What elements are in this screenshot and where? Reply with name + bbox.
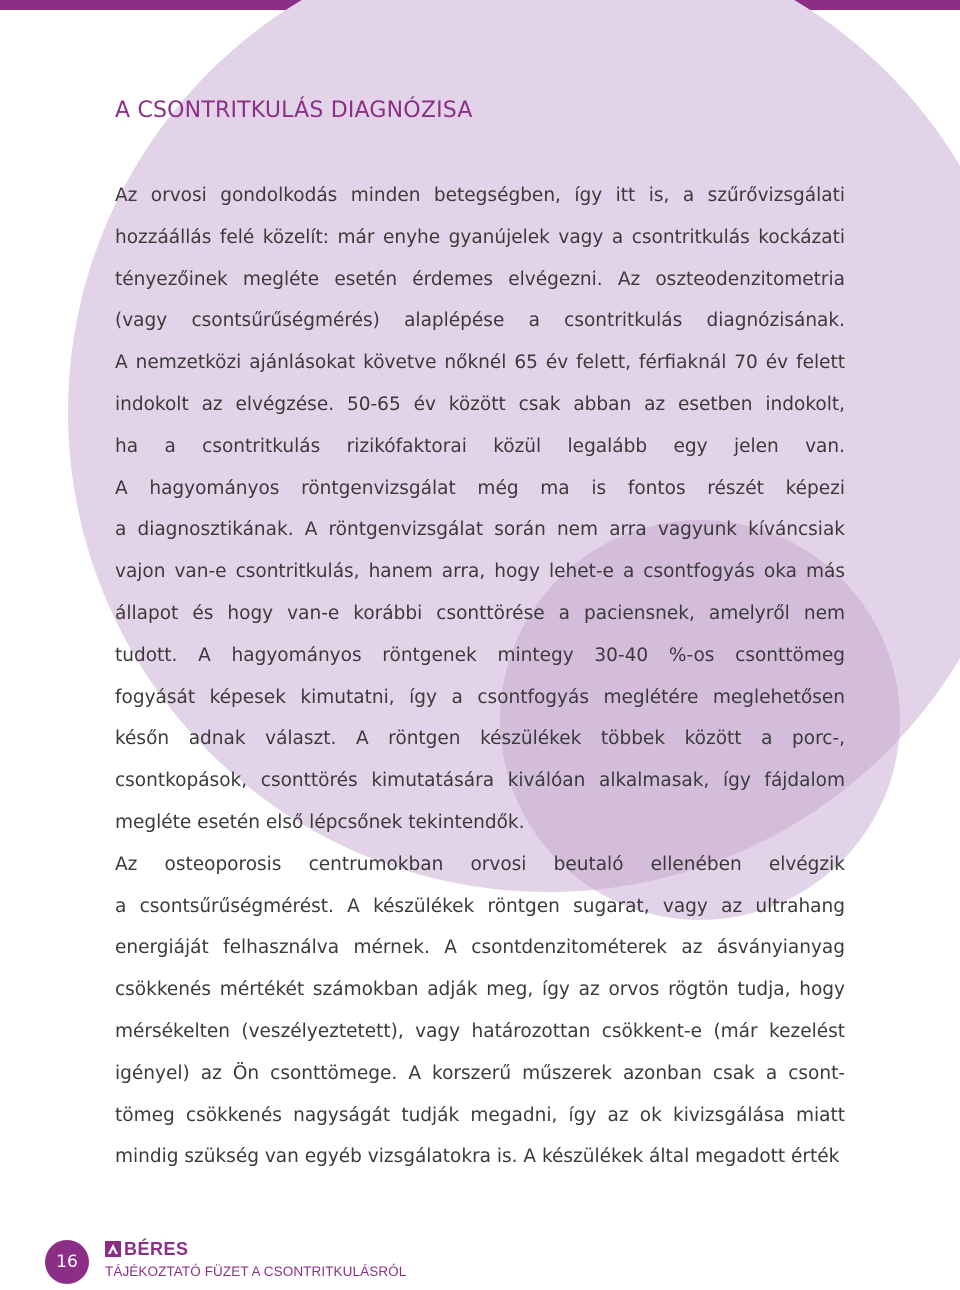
brand-logo <box>105 1240 406 1258</box>
body-line: Az osteoporosis centrumokban orvosi beutaló ellenében elvégzik <box>115 853 845 875</box>
body-paragraph <box>115 175 845 1178</box>
body-line: indokolt az elvégzése. 50-65 év között csak abban az esetben indokolt, <box>115 393 845 415</box>
body-line: mindig szükség van egyéb vizsgálatokra is. A készülékek által megadott érték <box>115 1146 840 1168</box>
body-line: A hagyományos röntgenvizsgálat még ma is fontos részét képezi <box>115 477 845 499</box>
body-line: a diagnosztikának. A röntgenvizsgálat során nem arra vagyunk kíváncsiak <box>115 519 845 541</box>
section-heading: A CSONTRITKULÁS DIAGNÓZISA <box>115 98 473 123</box>
body-line: Az orvosi gondolkodás minden betegségben, így itt is, a szűrővizsgálati <box>115 185 845 206</box>
body-line: megléte esetén első lépcsőnek tekintendők. <box>115 811 525 833</box>
body-line: a csontsűrűségmérést. A készülékek röntgen sugarat, vagy az ultrahang <box>115 895 845 917</box>
body-line: állapot és hogy van-e korábbi csonttörése a paciensnek, amelyről nem <box>115 602 845 624</box>
body-line: csontkopások, csonttörés kimutatására kiválóan alkalmasak, így fájdalom <box>115 770 845 792</box>
body-line: mérsékelten (veszélyeztetett), vagy határozottan csökkent-e (már kezelést <box>115 1020 845 1042</box>
body-line: későn adnak választ. A röntgen készülékek többek között a porc-, <box>115 728 845 750</box>
body-line: A nemzetközi ajánlásokat követve nőknél 65 év felett, férfiaknál 70 év felett <box>115 352 845 374</box>
body-line: fogyását képesek kimutatni, így a csontfogyás meglétére meglehetősen <box>115 686 845 708</box>
body-line: ha a csontritkulás rizikófaktorai közül legalább egy jelen van. <box>115 435 845 457</box>
body-line: (vagy csontsűrűségmérés) alaplépése a csontritkulás diagnózisának. <box>115 310 845 332</box>
brand-name: BÉRES <box>124 1239 189 1259</box>
beres-leaf-logo-icon <box>105 1241 121 1257</box>
body-line: tudott. A hagyományos röntgenek mintegy 30-40 %-os csonttömeg <box>115 644 845 666</box>
brand-tagline: TÁJÉKOZTATÓ FÜZET A CSONTRITKULÁSRÓL <box>105 1264 407 1279</box>
body-line: igényel) az Ön csonttömege. A korszerű műszerek azonban csak a csont- <box>115 1062 845 1084</box>
body-line: energiáját felhasználva mérnek. A csontdenzitométerek az ásványianyag <box>115 937 845 959</box>
body-line: csökkenés mértékét számokban adják meg, így az orvos rögtön tudja, hogy <box>115 979 845 1001</box>
body-line: vajon van-e csontritkulás, hanem arra, hogy lehet-e a csontfogyás oka más <box>115 561 845 583</box>
body-line: tényezőinek megléte esetén érdemes elvégezni. Az oszteodenzitometria <box>115 268 845 290</box>
body-line: hozzáállás felé közelít: már enyhe gyanújelek vagy a csontritkulás kockázati <box>115 226 845 248</box>
page-number-badge: 16 <box>45 1240 89 1284</box>
footer-brand <box>105 1240 406 1280</box>
body-line: tömeg csökkenés nagyságát tudják megadni, így az ok kivizsgálása miatt <box>115 1104 845 1126</box>
